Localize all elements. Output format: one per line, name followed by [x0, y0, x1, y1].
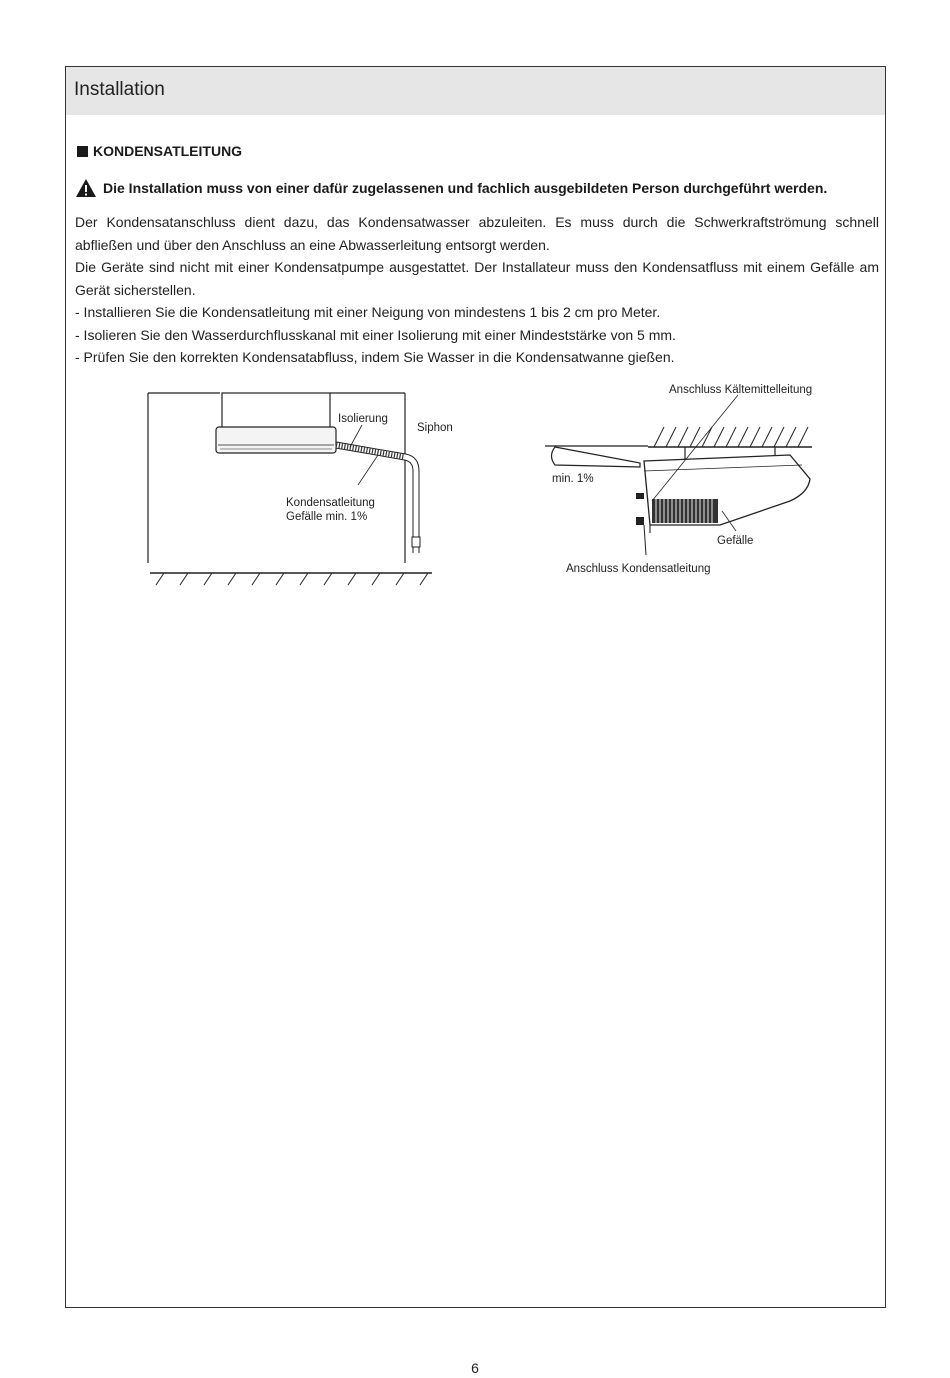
- list-item: - Installieren Sie die Kondensatleitung mit einer Neigung von mindestens 1 bis 2 cm pro Meter.: [75, 304, 661, 320]
- label-siphon: Siphon: [417, 422, 453, 434]
- page-number: 6: [471, 1360, 479, 1376]
- list-item: - Isolieren Sie den Wasserdurchflusskanal mit einer Isolierung mit einer Mindeststärke von 5 mm.: [75, 326, 676, 343]
- label-anschluss-kondensat: Anschluss Kondensatleitung: [566, 563, 711, 575]
- square-bullet-icon: [77, 146, 88, 157]
- label-isolierung: Isolierung: [338, 413, 388, 425]
- label-gefaelle: Gefälle: [717, 535, 754, 547]
- label-kondensatleitung: Kondensatleitung: [286, 497, 375, 509]
- warning-notice: [75, 178, 827, 198]
- page-title: Installation: [74, 79, 165, 100]
- paragraph: Die Geräte sind nicht mit einer Kondensatpumpe ausgestattet. Der Installateur muss den Kondensatfluss mit einem Gefälle am Gerät sicherstellen.: [75, 259, 879, 298]
- warning-text: Die Installation muss von einer dafür zugelassenen und fachlich ausgebildeten Person durchgeführt werden.: [103, 180, 828, 196]
- wall-unit-diagram: [140, 385, 453, 590]
- body-text: [75, 211, 879, 369]
- label-gefaelle-min: Gefälle min. 1%: [286, 511, 368, 523]
- list-item: - Prüfen Sie den korrekten Kondensatabfluss, indem Sie Wasser in die Kondensatwanne gießen.: [75, 349, 675, 365]
- ceiling-unit-diagram: [540, 375, 840, 585]
- section-heading: [77, 143, 242, 159]
- header-band: [66, 67, 885, 115]
- paragraph: Der Kondensatanschluss dient dazu, das Kondensatwasser abzuleiten. Es muss durch die Schwerkraftströmung schnell abfließen und über den Anschluss an eine Abwasserleitung entsorgt werden.: [75, 214, 879, 253]
- label-anschluss-kaeltemittel: Anschluss Kältemittelleitung: [669, 384, 813, 396]
- section-heading-text: KONDENSATLEITUNG: [93, 143, 243, 159]
- label-min-slope: min. 1%: [552, 473, 594, 485]
- page-frame: [65, 66, 886, 1308]
- warning-icon: [75, 178, 97, 198]
